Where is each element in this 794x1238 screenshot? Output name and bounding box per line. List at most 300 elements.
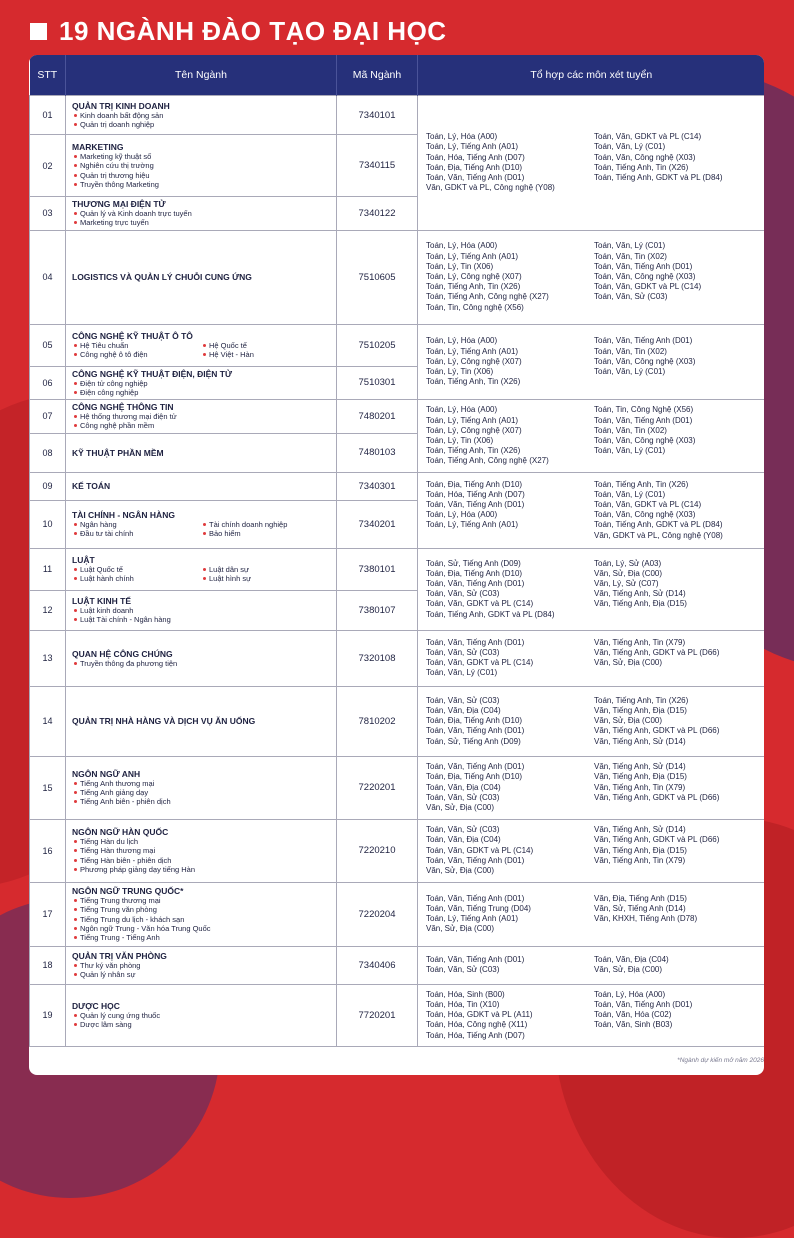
specialization-item: Marketing trực tuyến [72,218,330,227]
subject-combo: Toán, Lý, Hóa (A00) [594,989,666,999]
major-name: QUẢN TRỊ NHÀ HÀNG VÀ DỊCH VỤ ĂN UỐNG [72,716,256,727]
subject-combo: Văn, Tiếng Anh, Sử (D14) [594,589,686,599]
major-name: CÔNG NGHỆ KỸ THUẬT Ô TÔ [72,330,193,341]
subject-combo: Toán, Tiếng Anh, Tin (X26) [426,282,521,292]
major-name-cell [66,500,337,548]
major-name-cell [66,135,337,197]
specialization-item: Tiếng Anh giảng dạy [72,788,330,797]
major-name: TÀI CHÍNH - NGÂN HÀNG [72,509,175,520]
table-row [30,630,765,686]
subject-combo: Toán, Văn, Tin (X02) [594,346,667,356]
subject-combo: Toán, Lý, Sử (A03) [594,558,662,568]
subject-combo: Toán, Văn, Lý (C01) [594,241,666,251]
table-row [30,756,765,819]
subject-combo: Văn, Tiếng Anh, Địa (D15) [594,599,687,609]
specialization-list [72,520,330,539]
subject-combo: Toán, Lý, Công nghệ (X07) [426,356,522,366]
specialization-item: Tiếng Trung - Tiếng Anh [72,933,330,942]
subject-combo-cell [418,984,765,1046]
subject-combo: Toán, Tiếng Anh, Tin (X26) [426,446,521,456]
subject-combo-grid [426,894,756,935]
subject-combo: Toán, Văn, Tiếng Anh (D01) [594,261,693,271]
subject-combo-grid [426,825,756,876]
title-square-icon [30,23,47,40]
subject-combo: Toán, Lý, Tiếng Anh (A01) [426,415,519,425]
major-name-cell [66,756,337,819]
subject-combo: Toán, Văn, Sử (C03) [426,589,500,599]
major-code-cell: 7380107 [337,590,418,630]
subject-combo: Toán, Tiếng Anh, Tin (X26) [594,695,689,705]
stt-cell: 11 [30,548,66,590]
subject-combo: Văn, Lý, Sử (C07) [594,579,659,589]
major-name-cell [66,590,337,630]
subject-combo: Văn, Sử, Địa (C00) [594,568,663,578]
subject-combo: Toán, Văn, Địa (C04) [426,835,501,845]
specialization-item: Điện công nghiệp [72,388,330,397]
subject-combo: Toán, Văn, Tiếng Anh (D01) [594,415,693,425]
subject-combo: Toán, Văn, Tiếng Anh (D01) [426,500,525,510]
subject-combo: Văn, Sử, Địa (C00) [426,803,495,813]
stt-cell: 03 [30,197,66,231]
specialization-list [72,659,330,668]
major-code-cell: 7510301 [337,366,418,400]
major-name: LOGISTICS VÀ QUẢN LÝ CHUỖI CUNG ỨNG [72,272,252,283]
major-code-cell: 7320108 [337,630,418,686]
specialization-list [72,341,330,360]
subject-combo: Toán, Văn, Tiếng Anh (D01) [426,579,525,589]
major-name: QUẢN TRỊ VĂN PHÒNG [72,950,167,961]
subject-combo: Toán, Văn, Hóa (C02) [594,1010,672,1020]
table-row [30,946,765,984]
major-code-cell: 7340122 [337,197,418,231]
subject-combo: Văn, Sử, Địa (C00) [594,716,663,726]
major-name: LUẬT KINH TẾ [72,595,132,606]
specialization-list [72,111,330,130]
subject-combo: Toán, Văn, Sử (C03) [426,648,500,658]
subject-combo: Văn, Địa, Tiếng Anh (D15) [594,893,687,903]
subject-combo-cell [418,548,765,630]
specialization-item: Nghiên cứu thị trường [72,161,330,170]
subject-combo: Toán, Địa, Tiếng Anh (D10) [426,772,523,782]
col-header-code: Mã Ngành [337,55,418,96]
major-name: NGÔN NGỮ ANH [72,768,141,779]
specialization-item: Tiếng Trung thương mại [72,896,330,905]
subject-combo-cell [418,472,765,548]
subject-combo-cell [418,686,765,756]
specialization-item: Quản lý nhân sự [72,970,330,979]
subject-combo: Toán, Hóa, Tiếng Anh (D07) [426,152,525,162]
subject-combo: Toán, Văn, GDKT và PL (C14) [594,132,702,142]
subject-combo: Văn, KHXH, Tiếng Anh (D78) [594,914,698,924]
major-name: CÔNG NGHỆ THÔNG TIN [72,402,174,413]
major-name-cell [66,630,337,686]
major-code-cell: 7340406 [337,946,418,984]
specialization-list [72,152,330,189]
subject-combo: Văn, Tiếng Anh, GDKT và PL (D66) [594,792,720,802]
major-name: QUAN HỆ CÔNG CHÚNG [72,648,173,659]
major-name-cell [66,548,337,590]
table-row [30,472,765,500]
major-name-cell [66,324,337,366]
subject-combo: Toán, Tiếng Anh, Tin (X26) [426,377,521,387]
major-name-cell [66,433,337,472]
subject-combo: Toán, Tiếng Anh, GDKT và PL (D84) [594,520,723,530]
major-name: LUẬT [72,554,95,565]
stt-cell: 14 [30,686,66,756]
subject-combo-cell [418,819,765,882]
major-name: THƯƠNG MẠI ĐIỆN TỬ [72,199,166,209]
major-name-cell [66,472,337,500]
subject-combo: Toán, Tiếng Anh, Tin (X26) [594,162,689,172]
specialization-list [72,896,330,942]
stt-cell: 16 [30,819,66,882]
stt-cell: 13 [30,630,66,686]
major-name: MARKETING [72,141,124,152]
subject-combo-cell [418,400,765,473]
table-row [30,400,765,434]
subject-combo-cell [418,882,765,946]
subject-combo: Toán, Địa, Tiếng Anh (D10) [426,568,523,578]
subject-combo: Toán, Văn, Tiếng Anh (D01) [426,762,525,772]
specialization-list [72,606,330,625]
subject-combo: Văn, Tiếng Anh, Tin (X79) [594,637,686,647]
specialization-item: Luật hình sự [201,574,330,583]
subject-combo: Văn, Tiếng Anh, Địa (D15) [594,705,687,715]
subject-combo: Toán, Tiếng Anh, Công nghệ (X27) [426,456,549,466]
major-code-cell: 7510605 [337,230,418,324]
subject-combo: Toán, Lý, Công nghệ (X07) [426,271,522,281]
subject-combo: Toán, Địa, Tiếng Anh (D10) [426,162,523,172]
subject-combo: Toán, Lý, Hóa (A00) [426,510,498,520]
specialization-item: Hệ Tiêu chuẩn [72,341,201,350]
major-code-cell: 7480201 [337,400,418,434]
subject-combo: Toán, Lý, Tin (X06) [426,261,494,271]
subject-combo: Toán, Lý, Tiếng Anh (A01) [426,346,519,356]
subject-combo-cell [418,230,765,324]
subject-combo: Toán, Văn, Sử (C03) [594,292,668,302]
major-code-cell: 7380101 [337,548,418,590]
subject-combo: Văn, Tiếng Anh, Sử (D14) [594,736,686,746]
subject-combo-cell [418,630,765,686]
subject-combo-cell [418,756,765,819]
major-name-cell [66,197,337,231]
subject-combo: Toán, Hóa, Sinh (B00) [426,989,505,999]
subject-combo: Văn, Tiếng Anh, Tin (X79) [594,855,686,865]
specialization-item: Quản lý và Kinh doanh trực tuyến [72,209,330,218]
subject-combo: Văn, Tiếng Anh, Địa (D15) [594,772,687,782]
specialization-list [72,412,330,431]
subject-combo: Toán, Tin, Công Nghệ (X56) [594,405,694,415]
stt-cell: 19 [30,984,66,1046]
subject-combo: Văn, Tiếng Anh, GDKT và PL (D66) [594,835,720,845]
major-code-cell: 7340101 [337,96,418,135]
subject-combo: Toán, Văn, Tiếng Anh (D01) [426,726,525,736]
specialization-item: Luật Quốc tế [72,565,201,574]
stt-cell: 06 [30,366,66,400]
major-name-cell [66,946,337,984]
subject-combo: Toán, Văn, Công nghệ (X03) [594,271,696,281]
subject-combo: Văn, GDKT và PL, Công nghệ (Y08) [426,183,555,193]
specialization-item: Tiếng Anh biên - phiên dịch [72,797,330,806]
subject-combo: Toán, Lý, Tiếng Anh (A01) [426,520,519,530]
subject-combo: Toán, Văn, Lý (C01) [594,366,666,376]
major-name: KỸ THUẬT PHẦN MỀM [72,447,164,458]
page-header [30,16,447,47]
subject-combo: Toán, Sử, Tiếng Anh (D09) [426,558,521,568]
stt-cell: 12 [30,590,66,630]
subject-combo: Văn, Tiếng Anh, Sử (D14) [594,825,686,835]
subject-combo: Toán, Địa, Tiếng Anh (D10) [426,479,523,489]
major-code-cell: 7220201 [337,756,418,819]
table-row [30,819,765,882]
specialization-item: Ngôn ngữ Trung - Văn hóa Trung Quốc [72,924,330,933]
specialization-item: Hệ thống thương mại điện tử [72,412,330,421]
subject-combo: Toán, Văn, Lý (C01) [594,142,666,152]
specialization-item: Luật kinh doanh [72,606,330,615]
specialization-item: Kinh doanh bất động sản [72,111,330,120]
col-header-name: Tên Ngành [66,55,337,96]
major-code-cell: 7510205 [337,324,418,366]
subject-combo: Toán, Văn, Tiếng Anh (D01) [426,173,525,182]
table-row [30,548,765,590]
specialization-list [72,1011,330,1030]
stt-cell: 05 [30,324,66,366]
subject-combo: Toán, Văn, GDKT và PL (C14) [426,658,534,668]
major-name-cell [66,984,337,1046]
specialization-item: Hệ Việt - Hàn [201,350,330,359]
subject-combo-cell [418,96,765,231]
subject-combo: Toán, Tin, Công nghệ (X56) [426,302,524,312]
subject-combo-grid [426,990,756,1041]
stt-cell: 07 [30,400,66,434]
specialization-item: Luật Tài chính - Ngân hàng [72,615,330,624]
subject-combo: Toán, Văn, GDKT và PL (C14) [426,599,534,609]
specialization-item: Tiếng Trung văn phòng [72,905,330,914]
specialization-item: Tiếng Hàn biên - phiên dịch [72,856,330,865]
page-title: 19 NGÀNH ĐÀO TẠO ĐẠI HỌC [59,16,447,46]
footnote: *Ngành dự kiến mở năm 2026 [677,1057,764,1064]
subject-combo: Văn, Tiếng Anh, GDKT và PL (D66) [594,726,720,736]
specialization-item: Công nghệ ô tô điện [72,350,201,359]
subject-combo: Toán, Văn, Công nghệ (X03) [594,510,696,520]
major-name: QUẢN TRỊ KINH DOANH [72,100,170,111]
table-row [30,230,765,324]
specialization-list [72,379,330,398]
subject-combo: Toán, Văn, Tiếng Trung (D04) [426,904,531,914]
major-name-cell [66,230,337,324]
specialization-item: Truyền thông đa phương tiện [72,659,330,668]
specialization-item: Thư ký văn phòng [72,961,330,970]
subject-combo: Toán, Văn, Địa (C04) [426,782,501,792]
subject-combo: Toán, Hóa, Công nghệ (X11) [426,1020,528,1030]
subject-combo: Toán, Hóa, Tiếng Anh (D07) [426,489,525,499]
major-name-cell [66,882,337,946]
subject-combo: Văn, Tiếng Anh, Địa (D15) [594,845,687,855]
subject-combo: Toán, Địa, Tiếng Anh (D10) [426,716,523,726]
subject-combo: Toán, Lý, Hóa (A00) [426,336,498,346]
subject-combo: Toán, Sử, Tiếng Anh (D09) [426,736,521,746]
specialization-item: Phương pháp giảng dạy tiếng Hàn [72,865,330,874]
subject-combo: Toán, Văn, Công nghệ (X03) [594,435,696,445]
specialization-item: Luật hành chính [72,574,201,583]
subject-combo: Văn, Sử, Địa (C00) [594,965,663,975]
specialization-item: Điện tử công nghiệp [72,379,330,388]
specialization-item: Tiếng Anh thương mại [72,779,330,788]
major-name: NGÔN NGỮ HÀN QUỐC [72,827,169,838]
stt-cell: 18 [30,946,66,984]
subject-combo: Toán, Văn, GDKT và PL (C14) [426,845,534,855]
subject-combo: Toán, Văn, Địa (C04) [426,705,501,715]
subject-combo: Toán, Hóa, GDKT và PL (A11) [426,1010,533,1020]
subject-combo: Toán, Văn, Tiếng Anh (D01) [426,893,525,903]
subject-combo: Toán, Văn, Tin (X02) [594,251,667,261]
major-code-cell: 7220210 [337,819,418,882]
major-name-cell [66,96,337,135]
subject-combo-grid [426,241,756,312]
table-row [30,882,765,946]
major-code-cell: 7810202 [337,686,418,756]
subject-combo: Toán, Tiếng Anh, Tin (X26) [594,479,689,489]
specialization-item: Dược lâm sàng [72,1020,330,1029]
specialization-list [72,837,330,874]
major-name-cell [66,819,337,882]
major-name: NGÔN NGỮ TRUNG QUỐC* [72,886,184,897]
major-name-cell [66,400,337,434]
table-row [30,96,765,135]
specialization-item: Quản trị thương hiệu [72,171,330,180]
table-body [30,96,765,1047]
specialization-item: Tài chính doanh nghiệp [201,520,330,529]
subject-combo: Toán, Lý, Hóa (A00) [426,241,498,251]
specialization-item: Tiếng Trung du lịch - khách sạn [72,915,330,924]
subject-combo-grid [426,696,756,747]
subject-combo: Toán, Văn, Tiếng Anh (D01) [594,336,693,346]
specialization-list [72,565,330,584]
subject-combo: Văn, Sử, Địa (C00) [426,924,495,934]
specialization-item: Luật dân sự [201,565,330,574]
subject-combo: Toán, Lý, Hóa (A00) [426,132,498,142]
specialization-item: Quản lý cung ứng thuốc [72,1011,330,1020]
major-code-cell: 7480103 [337,433,418,472]
subject-combo: Toán, Văn, Công nghệ (X03) [594,152,696,162]
stt-cell: 08 [30,433,66,472]
subject-combo-cell [418,946,765,984]
subject-combo: Toán, Văn, Lý (C01) [594,489,666,499]
specialization-list [72,779,330,807]
specialization-list [72,961,330,980]
majors-table-card [29,55,764,1075]
subject-combo: Văn, Tiếng Anh, Sử (D14) [594,762,686,772]
specialization-item: Quản trị doanh nghiệp [72,120,330,129]
major-code-cell: 7720201 [337,984,418,1046]
table-row [30,984,765,1046]
specialization-list [72,209,330,228]
subject-combo: Toán, Văn, Sử (C03) [426,965,500,975]
subject-combo: Toán, Lý, Tiếng Anh (A01) [426,251,519,261]
table-row [30,324,765,366]
specialization-item: Tiếng Hàn du lịch [72,837,330,846]
subject-combo: Văn, Sử, Địa (C00) [594,658,663,668]
specialization-item: Bảo hiểm [201,529,330,538]
subject-combo: Toán, Lý, Công nghệ (X07) [426,425,522,435]
subject-combo-grid [426,405,756,466]
col-header-combo-label: Tổ hợp các môn xét tuyển [530,69,653,81]
subject-combo: Toán, Văn, Sinh (B03) [594,1020,673,1030]
subject-combo: Toán, Văn, Sử (C03) [426,825,500,835]
subject-combo: Toán, Văn, Sử (C03) [426,695,500,705]
subject-combo-cell [418,324,765,400]
stt-cell: 15 [30,756,66,819]
stt-cell: 10 [30,500,66,548]
subject-combo: Toán, Tiếng Anh, GDKT và PL (D84) [594,173,723,182]
specialization-item: Đầu tư tài chính [72,529,201,538]
subject-combo-grid [426,132,756,193]
subject-combo: Toán, Văn, Công nghệ (X03) [594,356,696,366]
table-header-row [30,55,765,96]
specialization-item: Ngân hàng [72,520,201,529]
subject-combo: Toán, Văn, Tiếng Anh (D01) [426,955,525,965]
subject-combo: Toán, Tiếng Anh, GDKT và PL (D84) [426,609,555,619]
specialization-item: Marketing kỹ thuật số [72,152,330,161]
subject-combo: Toán, Văn, Tiếng Anh (D01) [426,637,525,647]
subject-combo: Toán, Lý, Tiếng Anh (A01) [426,914,519,924]
subject-combo: Toán, Văn, Tiếng Anh (D01) [426,855,525,865]
subject-combo: Toán, Văn, Tin (X02) [594,425,667,435]
subject-combo: Toán, Văn, Địa (C04) [594,955,669,965]
stt-cell: 04 [30,230,66,324]
subject-combo: Văn, Sử, Địa (C00) [426,866,495,876]
specialization-item: Tiếng Hàn thương mại [72,846,330,855]
subject-combo: Toán, Hóa, Tin (X10) [426,999,500,1009]
major-name-cell [66,686,337,756]
subject-combo: Toán, Lý, Tiếng Anh (A01) [426,142,519,152]
specialization-item: Truyền thông Marketing [72,180,330,189]
subject-combo: Toán, Văn, Tiếng Anh (D01) [594,999,693,1009]
stt-cell: 17 [30,882,66,946]
major-code-cell: 7340301 [337,472,418,500]
major-name: KẾ TOÁN [72,481,111,492]
subject-combo: Toán, Tiếng Anh, Công nghệ (X27) [426,292,549,302]
subject-combo: Toán, Văn, Lý (C01) [426,668,498,678]
subject-combo: Toán, Hóa, Tiếng Anh (D07) [426,1030,525,1040]
table-row [30,686,765,756]
subject-combo: Toán, Văn, GDKT và PL (C14) [594,282,702,292]
subject-combo: Toán, Văn, GDKT và PL (C14) [594,500,702,510]
major-code-cell: 7340115 [337,135,418,197]
subject-combo: Văn, Tiếng Anh, Tin (X79) [594,782,686,792]
subject-combo-grid [426,480,756,541]
specialization-item: Công nghệ phần mềm [72,421,330,430]
subject-combo-grid [426,638,756,679]
subject-combo-grid [426,559,756,620]
majors-table [29,55,764,1047]
subject-combo: Toán, Lý, Tin (X06) [426,435,494,445]
major-code-cell: 7220204 [337,882,418,946]
col-header-combo [418,55,765,96]
major-name: CÔNG NGHỆ KỸ THUẬT ĐIỆN, ĐIỆN TỬ [72,368,233,379]
stt-cell: 01 [30,96,66,135]
major-name: DƯỢC HỌC [72,1000,120,1011]
specialization-item: Hệ Quốc tế [201,341,330,350]
subject-combo-grid [426,336,756,387]
stt-cell: 09 [30,472,66,500]
subject-combo: Văn, GDKT và PL, Công nghệ (Y08) [594,530,723,540]
major-code-cell: 7340201 [337,500,418,548]
subject-combo: Văn, Sử, Tiếng Anh (D14) [594,904,686,914]
stt-cell: 02 [30,135,66,197]
subject-combo: Toán, Lý, Tin (X06) [426,366,494,376]
subject-combo: Toán, Lý, Hóa (A00) [426,405,498,415]
